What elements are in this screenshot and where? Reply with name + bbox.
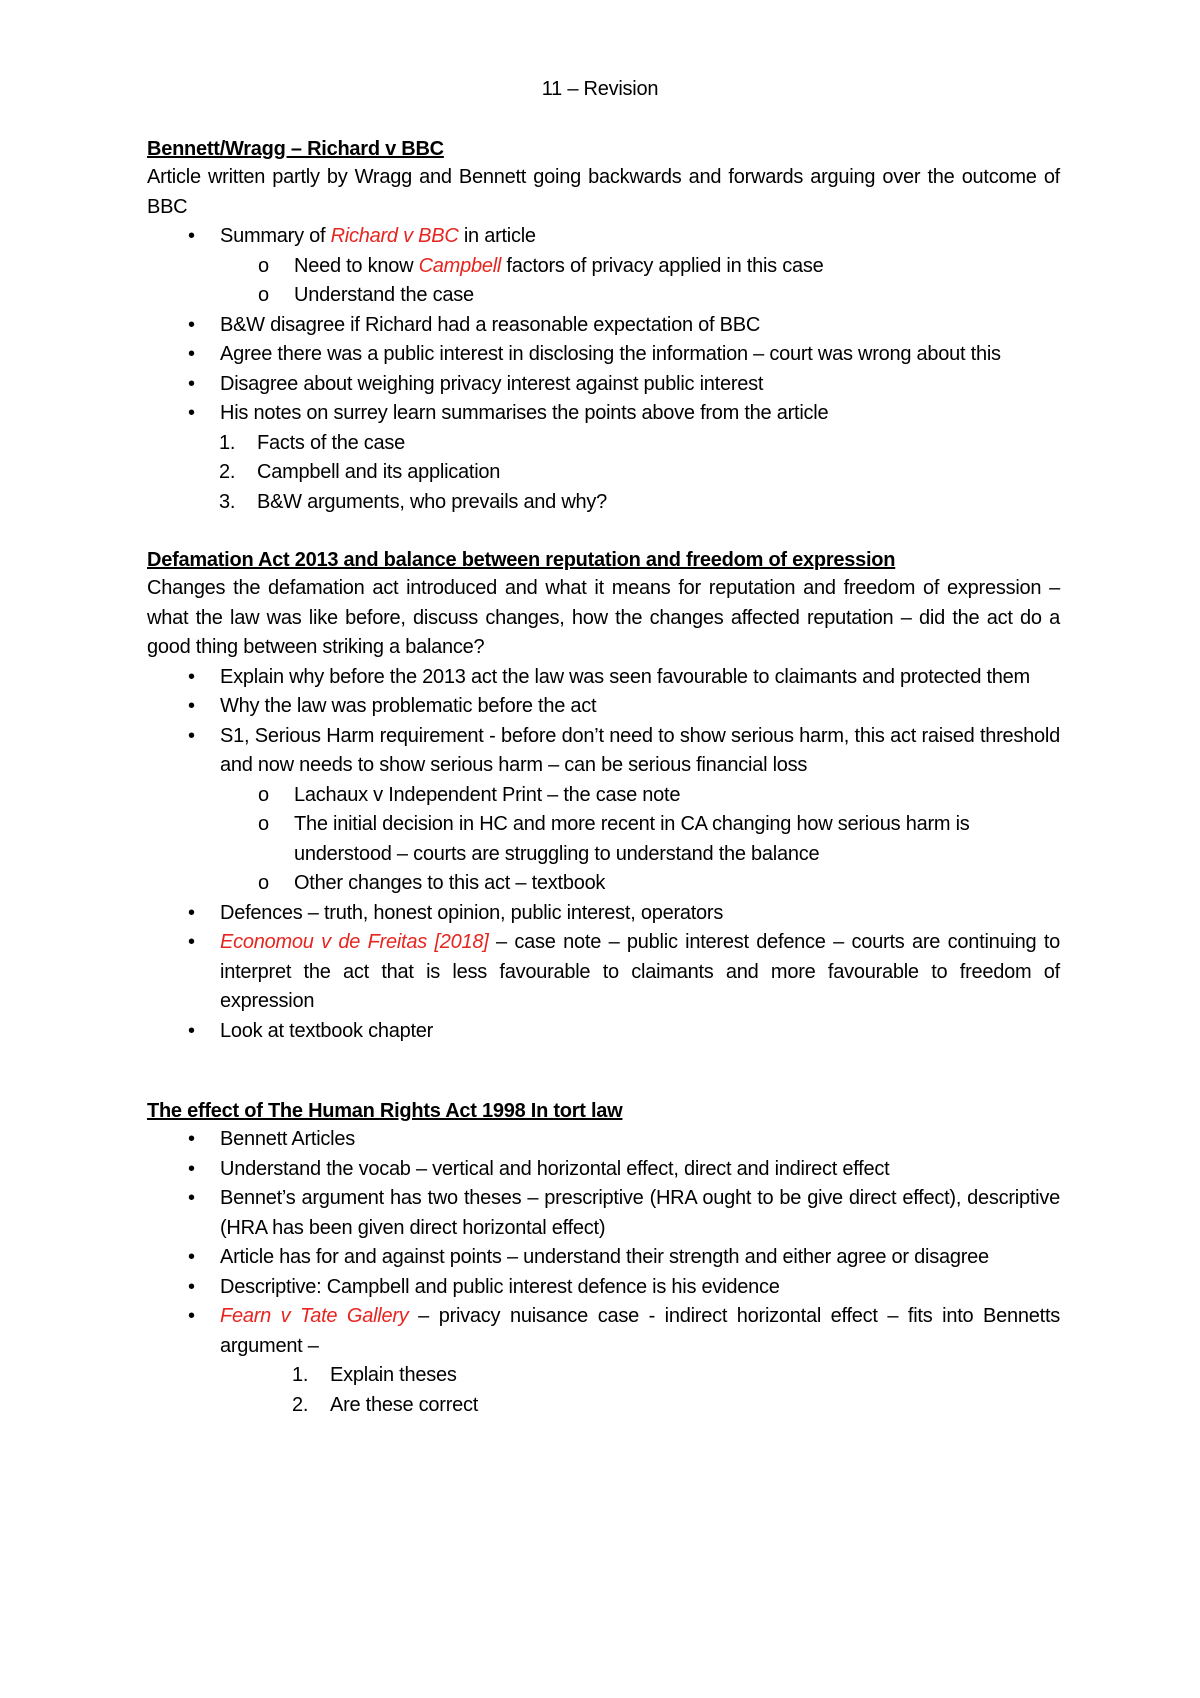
sub-bullet-marker: o bbox=[258, 872, 269, 894]
item-text: Descriptive: Campbell and public interest defence is his evidence bbox=[220, 1275, 780, 1298]
item-text: His notes on surrey learn summarises the points above from the article bbox=[220, 402, 829, 424]
bullet-item bbox=[147, 692, 1060, 722]
bullet-item bbox=[147, 663, 1060, 693]
item-text: Are these correct bbox=[330, 1393, 479, 1416]
item-text: factors of privacy applied in this case bbox=[501, 254, 824, 277]
section-intro: Article written partly by Wragg and Bennett going backwards and forwards arguing over the outcome of BBC bbox=[147, 166, 1060, 218]
bullet-marker: • bbox=[188, 1187, 195, 1209]
bullet-marker: • bbox=[188, 1157, 195, 1180]
case-name: Richard v BBC bbox=[330, 225, 459, 247]
bullet-marker: • bbox=[188, 402, 195, 424]
bullet-marker: • bbox=[188, 1128, 195, 1150]
bullet-marker: • bbox=[188, 1246, 195, 1268]
sub-bullet-marker: o bbox=[258, 284, 269, 306]
sub-bullet-item bbox=[147, 281, 1060, 311]
case-name: Fearn v Tate Gallery bbox=[220, 1305, 409, 1327]
bullet-item bbox=[147, 722, 1060, 781]
item-text: Facts of the case bbox=[257, 431, 406, 454]
bullet-marker: • bbox=[188, 1019, 195, 1042]
bullet-item bbox=[147, 370, 1060, 400]
bullet-item bbox=[147, 311, 1060, 341]
bullet-marker: • bbox=[188, 695, 195, 717]
bullet-item bbox=[147, 1273, 1060, 1303]
section-heading: The effect of The Human Rights Act 1998 In tort law bbox=[147, 1100, 623, 1122]
numbered-item bbox=[147, 429, 1060, 459]
bullet-item bbox=[147, 1243, 1060, 1273]
list-number: 2. bbox=[219, 461, 236, 483]
item-text: B&W disagree if Richard had a reasonable expectation of BBC bbox=[220, 313, 761, 336]
case-name: Campbell bbox=[418, 254, 502, 277]
sub-bullet-marker: o bbox=[258, 254, 269, 277]
section-heading: Bennett/Wragg – Richard v BBC bbox=[147, 138, 444, 160]
bullet-marker: • bbox=[188, 724, 195, 747]
item-text: The initial decision in HC and more recent in CA changing how serious harm is understood – courts are struggling to understand the balance bbox=[294, 813, 970, 865]
item-text: Bennet’s argument has two theses – prescriptive (HRA ought to be give direct effect), descriptive (HRA has been given direct horizontal effect) bbox=[220, 1187, 1060, 1239]
item-text: Other changes to this act – textbook bbox=[294, 872, 606, 894]
page-title: 11 – Revision bbox=[541, 78, 659, 100]
section-heading: Defamation Act 2013 and balance between reputation and freedom of expression bbox=[147, 549, 896, 571]
bullet-item bbox=[147, 928, 1060, 1017]
list-number: 2. bbox=[292, 1393, 309, 1416]
bullet-item bbox=[147, 222, 1060, 252]
bullet-item bbox=[147, 340, 1060, 370]
numbered-item bbox=[147, 488, 1060, 518]
section-intro: Changes the defamation act introduced and what it means for reputation and freedom of expression – what the law was like before, discuss changes, how the changes affected reputation – did the act do a good thing between striking a balance? bbox=[147, 577, 1060, 658]
numbered-item bbox=[147, 1391, 1060, 1421]
item-text: Explain why before the 2013 act the law was seen favourable to claimants and protected them bbox=[220, 665, 1030, 688]
bullet-item bbox=[147, 1184, 1060, 1243]
bullet-marker: • bbox=[188, 372, 195, 395]
item-text: Agree there was a public interest in disclosing the information – court was wrong about this bbox=[220, 343, 1001, 365]
item-text: Why the law was problematic before the act bbox=[220, 695, 597, 717]
bullet-marker: • bbox=[188, 225, 195, 247]
item-text: Need to know bbox=[294, 254, 419, 277]
numbered-item bbox=[147, 458, 1060, 488]
item-text: Campbell and its application bbox=[257, 461, 501, 483]
item-text: Summary of bbox=[220, 225, 331, 247]
bullet-item bbox=[147, 1155, 1060, 1185]
bullet-marker: • bbox=[188, 313, 195, 336]
bullet-item bbox=[147, 1017, 1060, 1047]
item-text: S1, Serious Harm requirement - before don’t need to show serious harm, this act raised threshold and now needs to show serious harm – can be serious financial loss bbox=[220, 724, 1060, 776]
item-text: – case note – public interest defence – courts are continuing to interpret the act that is less favourable to claimants and more favourable to freedom of expression bbox=[220, 931, 1060, 1012]
item-text: Look at textbook chapter bbox=[220, 1019, 434, 1042]
list-number: 1. bbox=[292, 1364, 309, 1386]
sub-bullet-item bbox=[147, 810, 1060, 869]
item-text: B&W arguments, who prevails and why? bbox=[257, 490, 608, 513]
item-text: – privacy nuisance case - indirect horizontal effect – fits into Bennetts argument – bbox=[220, 1305, 1060, 1357]
bullet-marker: • bbox=[188, 1305, 195, 1327]
section-richard-v-bbc bbox=[147, 135, 1060, 517]
bullet-item bbox=[147, 899, 1060, 929]
item-text: Understand the case bbox=[294, 284, 474, 306]
sub-bullet-item bbox=[147, 869, 1060, 899]
sub-bullet-marker: o bbox=[258, 783, 269, 806]
item-text: Article has for and against points – understand their strength and either agree or disagree bbox=[220, 1246, 989, 1268]
section-defamation-act bbox=[147, 546, 1060, 1046]
numbered-item bbox=[147, 1361, 1060, 1391]
item-text: Disagree about weighing privacy interest against public interest bbox=[220, 372, 764, 395]
item-text: Lachaux v Independent Print – the case note bbox=[294, 783, 681, 806]
item-text: Explain theses bbox=[330, 1364, 457, 1386]
sub-bullet-item bbox=[147, 252, 1060, 282]
bullet-marker: • bbox=[188, 931, 195, 953]
bullet-marker: • bbox=[188, 343, 195, 365]
bullet-marker: • bbox=[188, 665, 195, 688]
bullet-item bbox=[147, 399, 1060, 429]
item-text: Defences – truth, honest opinion, public interest, operators bbox=[220, 901, 724, 924]
item-text: in article bbox=[458, 225, 536, 247]
notes-list bbox=[147, 222, 1060, 517]
section-human-rights-act bbox=[147, 1097, 1060, 1420]
list-number: 1. bbox=[219, 431, 236, 454]
item-text: Bennett Articles bbox=[220, 1128, 355, 1150]
bullet-marker: • bbox=[188, 1275, 195, 1298]
notes-list bbox=[147, 1125, 1060, 1420]
sub-bullet-marker: o bbox=[258, 813, 269, 835]
list-number: 3. bbox=[219, 490, 236, 513]
case-name: Economou v de Freitas [2018] bbox=[220, 931, 489, 953]
bullet-item bbox=[147, 1302, 1060, 1361]
sub-bullet-item bbox=[147, 781, 1060, 811]
bullet-item bbox=[147, 1125, 1060, 1155]
bullet-marker: • bbox=[188, 901, 195, 924]
item-text: Understand the vocab – vertical and horizontal effect, direct and indirect effect bbox=[220, 1157, 890, 1180]
notes-list bbox=[147, 663, 1060, 1047]
